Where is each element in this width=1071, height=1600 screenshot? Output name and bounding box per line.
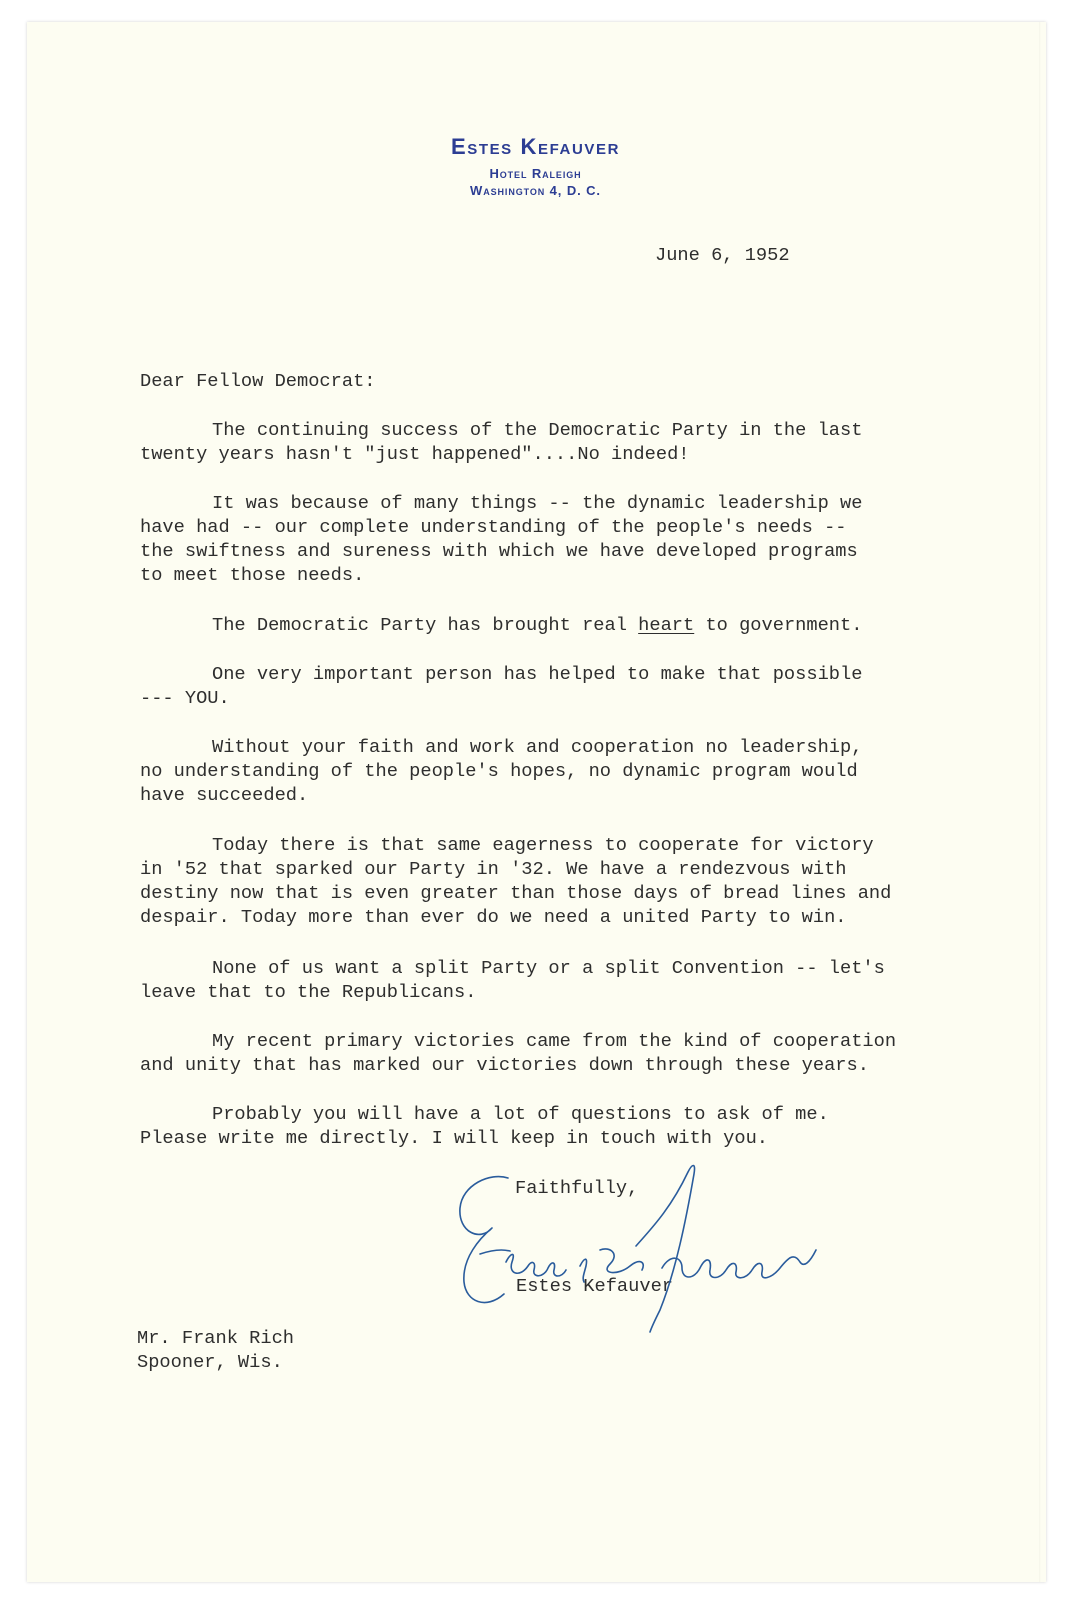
handwritten-signature [450, 1150, 850, 1340]
signature-ink-strokes [460, 1166, 816, 1333]
paragraph-3-before: The Democratic Party has brought real [212, 614, 639, 636]
paragraph-4-line-1: One very important person has helped to make that possible [212, 663, 863, 685]
signature-e-bar [480, 1250, 510, 1254]
signature-k-stroke [600, 1249, 643, 1273]
paragraph-2-line-2: have had -- our complete understanding of the people's needs -- [140, 516, 847, 538]
paragraph-2-line-3: the swiftness and sureness with which we have developed programs [140, 540, 858, 562]
paragraph-5-line-2: no understanding of the people's hopes, no dynamic program would [140, 760, 858, 782]
paragraph-1-line-2: twenty years hasn't "just happened"....No indeed! [140, 443, 690, 465]
paragraph-6-line-4: despair. Today more than ever do we need a united Party to win. [140, 906, 847, 928]
typed-signature: Estes Kefauver [516, 1275, 674, 1297]
paragraph-7-line-2: leave that to the Republicans. [140, 981, 477, 1003]
closing: Faithfully, [515, 1177, 639, 1199]
paper-fold [1039, 22, 1041, 1582]
paragraph-9-line-2: Please write me directly. I will keep in touch with you. [140, 1127, 769, 1149]
signature-f-stroke [636, 1166, 695, 1333]
paragraph-5-line-1: Without your faith and work and cooperation no leadership, [212, 736, 863, 758]
paragraph-4-line-2: --- YOU. [140, 687, 230, 709]
paragraph-9-line-1: Probably you will have a lot of questions to ask of me. [212, 1103, 829, 1125]
paragraph-3-after: to government. [694, 614, 863, 636]
paragraph-1-line-1: The continuing success of the Democratic Party in the last [212, 419, 863, 441]
recipient-place: Spooner, Wis. [137, 1351, 283, 1373]
paragraph-5-line-3: have succeeded. [140, 784, 309, 806]
paragraph-6-line-1: Today there is that same eagerness to cooperate for victory [212, 834, 874, 856]
paragraph-8-line-1: My recent primary victories came from the kind of cooperation [212, 1030, 897, 1052]
recipient-name: Mr. Frank Rich [137, 1327, 295, 1349]
salutation: Dear Fellow Democrat: [140, 370, 376, 392]
paragraph-2-line-4: to meet those needs. [140, 564, 365, 586]
signature-stes-stroke [506, 1254, 566, 1276]
letterhead-hotel: Hotel Raleigh [489, 166, 582, 181]
letter-date: June 6, 1952 [655, 244, 790, 266]
paragraph-6-line-2: in '52 that sparked our Party in '32. We have a rendezvous with [140, 858, 847, 880]
paragraph-7-line-1: None of us want a split Party or a split Convention -- let's [212, 957, 885, 979]
signature-auver-stroke [662, 1250, 816, 1278]
letterhead-city: Washington 4, D. C. [470, 183, 601, 198]
paragraph-2-line-1: It was because of many things -- the dynamic leadership we [212, 492, 863, 514]
paragraph-3-underlined-word: heart [638, 614, 695, 636]
signature-comma-stroke [580, 1259, 587, 1282]
letterhead-name: Estes Kefauver [450, 134, 621, 159]
paragraph-6-line-3: destiny now that is even greater than those days of bread lines and [140, 882, 892, 904]
paragraph-8-line-2: and unity that has marked our victories down through these years. [140, 1054, 869, 1076]
paragraph-3 [212, 613, 862, 637]
signature-e-stroke [460, 1177, 508, 1303]
